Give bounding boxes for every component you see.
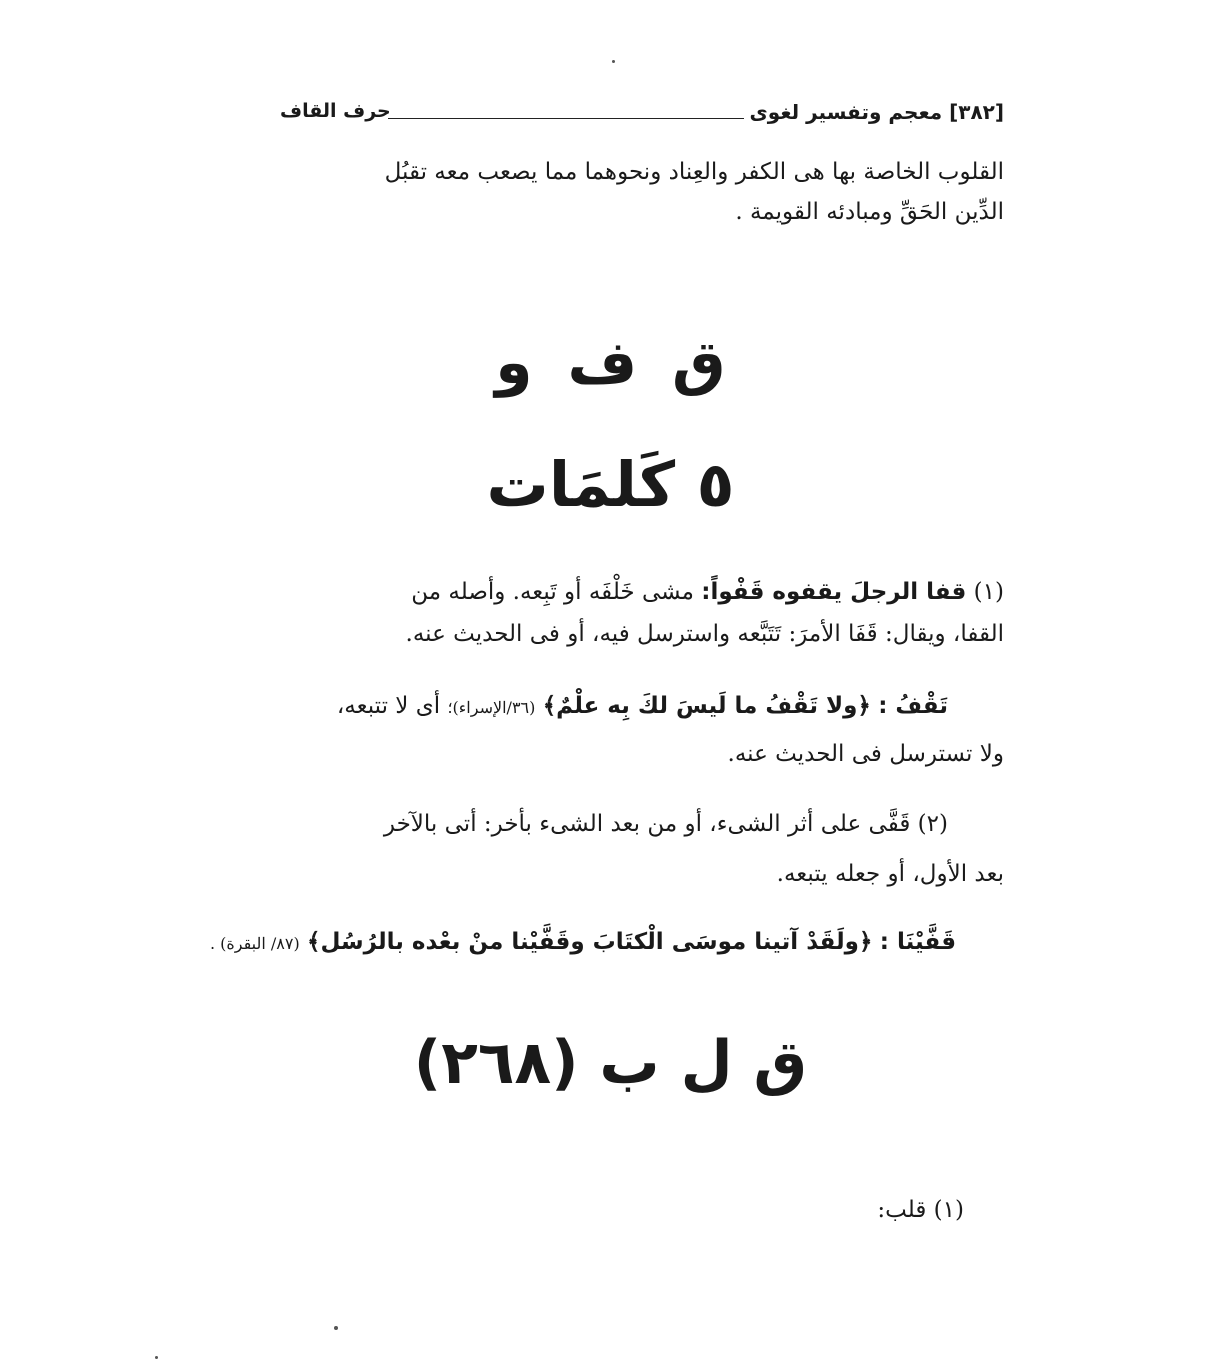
entry-3 [278,1192,1004,1228]
verse-explanation: أى لا تتبعه، [336,693,441,719]
entry-line [209,924,1004,962]
scan-speck [334,1326,338,1330]
intro-line: الدِّين الحَقِّ ومبادئه القويمة . [735,199,1004,225]
verse-reference: (٨٧/ البقرة) . [209,934,300,953]
quran-verse: ﴿ولا تَقْفُ ما لَيسَ لكَ بِه علْمٌ﴾ [542,693,871,719]
entry-1 [278,574,1004,652]
word-count-heading: ٥ كَلمَات [486,448,735,521]
entry-headword: قفا الرجلَ يقفوه قَفْواً: [701,579,967,605]
entry-line: (١) قلب: [877,1197,964,1223]
book-title: [٣٨٢] معجم وتفسير لغوى [749,100,1004,124]
entry-2 [278,806,1004,892]
header-rule [388,118,744,119]
entry-1-quote [278,688,1004,772]
scan-speck [155,1356,158,1359]
entry-line [278,574,1004,610]
quran-word: تَقْفُ : [878,693,948,719]
entry-2-quote [209,924,1004,962]
entry-line [278,688,1004,726]
entry-number: (١) [973,579,1004,605]
scan-speck [612,60,615,63]
verse-reference: (٣٦/الإسراء)؛ [447,698,536,717]
quran-word: قَفَّيْنَا : [879,929,956,955]
intro-line: القلوب الخاصة بها هى الكفر والعِناد ونحوهما مما يصعب معه تقبُل [384,159,1004,185]
entry-line: (٢) قَفَّى على أثر الشىء، أو من بعد الشىء بأخر: أتى بالآخر [383,811,948,837]
intro-paragraph [278,154,1004,230]
section-name: حرف القاف [280,100,391,122]
root-heading: ق ل ب (٢٦٨) [413,1028,808,1098]
entry-line: بعد الأول، أو جعله يتبعه. [776,861,1004,887]
running-header [280,96,1004,136]
root-heading: ق ف و [495,328,726,398]
entry-line: القفا، ويقال: قَفَا الأمرَ: تَتَبَّعه واسترسل فيه، أو فى الحديث عنه. [405,621,1004,647]
entry-line: ولا تسترسل فى الحديث عنه. [727,741,1004,767]
entry-definition: مشى خَلْفَه أو تَبِعه. وأصله من [411,579,694,605]
quran-verse: ﴿ولَقَدْ آتينا موسَى الْكتَابَ وقَفَّيْنا منْ بعْده بالرُسُل﴾ [307,929,873,955]
